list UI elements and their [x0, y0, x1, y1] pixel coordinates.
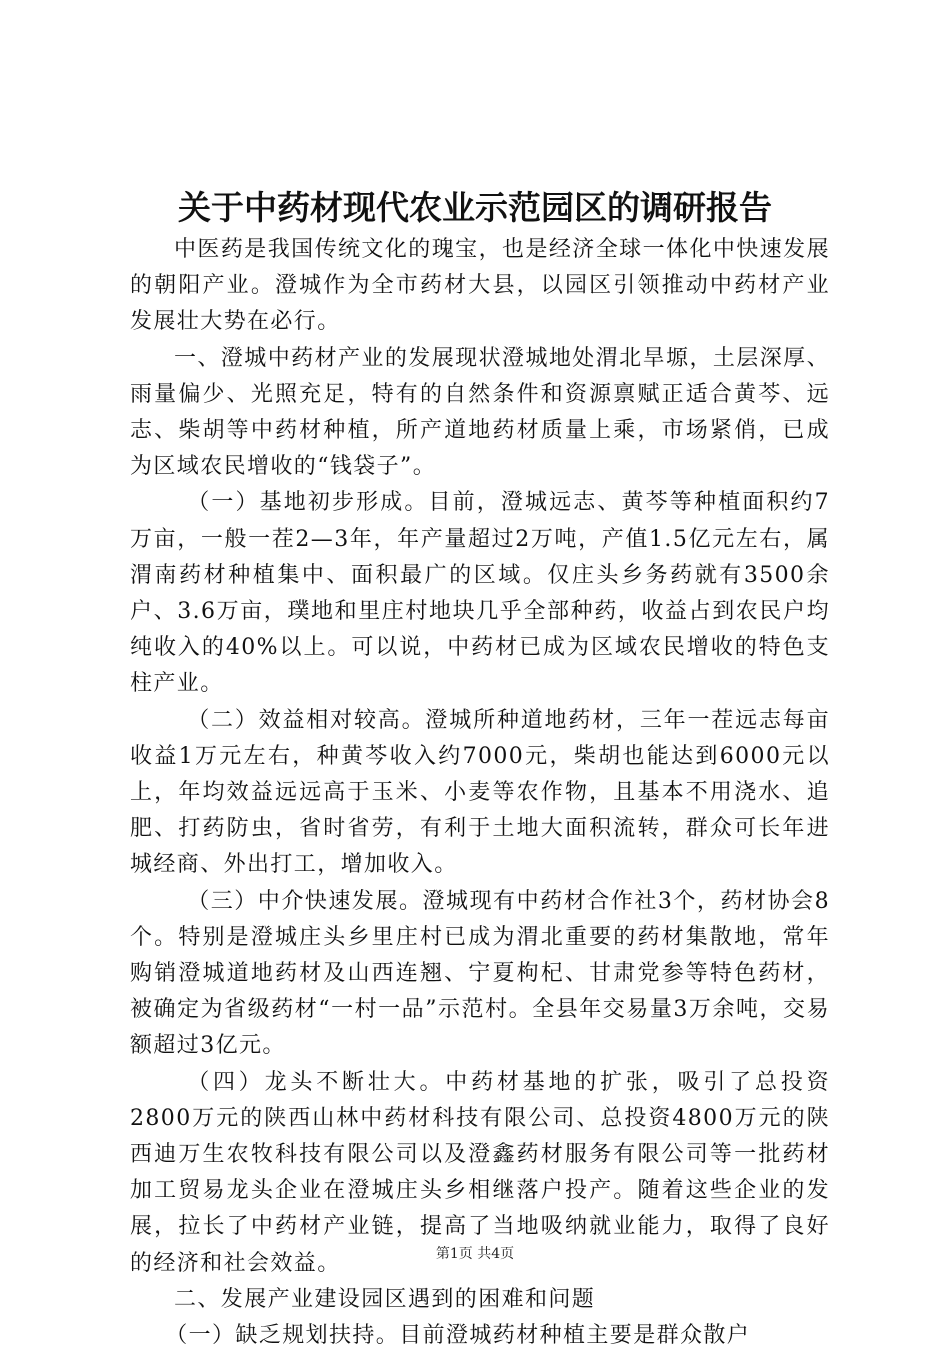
page-footer: 第1页 共4页 — [435, 1246, 515, 1262]
document-body — [130, 232, 830, 1354]
paragraph-section-1: 一、澄城中药材产业的发展现状澄城地处渭北旱塬，土层深厚、雨量偏少、光照充足，特有的自然条件和资源禀赋正适合黄芩、远志、柴胡等中药材种植，所产道地药材质量上乘，市场紧俏，已成为区域农民增收的“钱袋子”。 — [130, 345, 830, 480]
paragraph-section-2: 二、发展产业建设园区遇到的困难和问题 — [174, 1286, 596, 1312]
paragraph-1-1: （一）基地初步形成。目前，澄城远志、黄芩等种植面积约7万亩，一般一茬2—3年，年产量超过2万吨，产值1.5亿元左右，属渭南药材种植集中、面积最广的区域。仅庄头乡务药就有3500余户、3.6万亩，璞地和里庄村地块几乎全部种药，收益占到农民户均纯收入的40%以上。可以说，中药材已成为区域农民增收的特色支柱产业。 — [130, 490, 830, 697]
paragraph-2-1: （一）缺乏规划扶持。目前澄城药材种植主要是群众散户 — [165, 1323, 751, 1349]
paragraph-1-2: （二）效益相对较高。澄城所种道地药材，三年一茬远志每亩收益1万元左右，种黄芩收入约7000元，柴胡也能达到6000元以上，年均效益远远高于玉米、小麦等农作物，且基本不用浇水、追肥、打药防虫，省时省劳，有利于土地大面积流转，群众可长年进城经商、外出打工，增加收入。 — [130, 707, 830, 878]
paragraph-1-4: （四）龙头不断壮大。中药材基地的扩张，吸引了总投资2800万元的陕西山林中药材科技有限公司、总投资4800万元的陕西迪万生农牧科技有限公司以及澄鑫药材服务有限公司等一批药材加工贸易龙头企业在澄城庄头乡相继落户投产。随着这些企业的发展，拉长了中药材产业链，提高了当地吸纳就业能力，取得了良好的经济和社会效益。 — [130, 1069, 830, 1276]
paragraph-intro: 中医药是我国传统文化的瑰宝，也是经济全球一体化中快速发展的朝阳产业。澄城作为全市药材大县，以园区引领推动中药材产业发展壮大势在必行。 — [130, 237, 830, 335]
paragraph-1-3: （三）中介快速发展。澄城现有中药材合作社3个，药材协会8个。特别是澄城庄头乡里庄村已成为渭北重要的药材集散地，常年购销澄城道地药材及山西连翘、宁夏枸杞、甘肃党参等特色药材，被确定为省级药材“一村一品”示范村。全县年交易量3万余吨，交易额超过3亿元。 — [130, 888, 830, 1059]
document-title: 关于中药材现代农业示范园区的调研报告 — [178, 188, 772, 227]
